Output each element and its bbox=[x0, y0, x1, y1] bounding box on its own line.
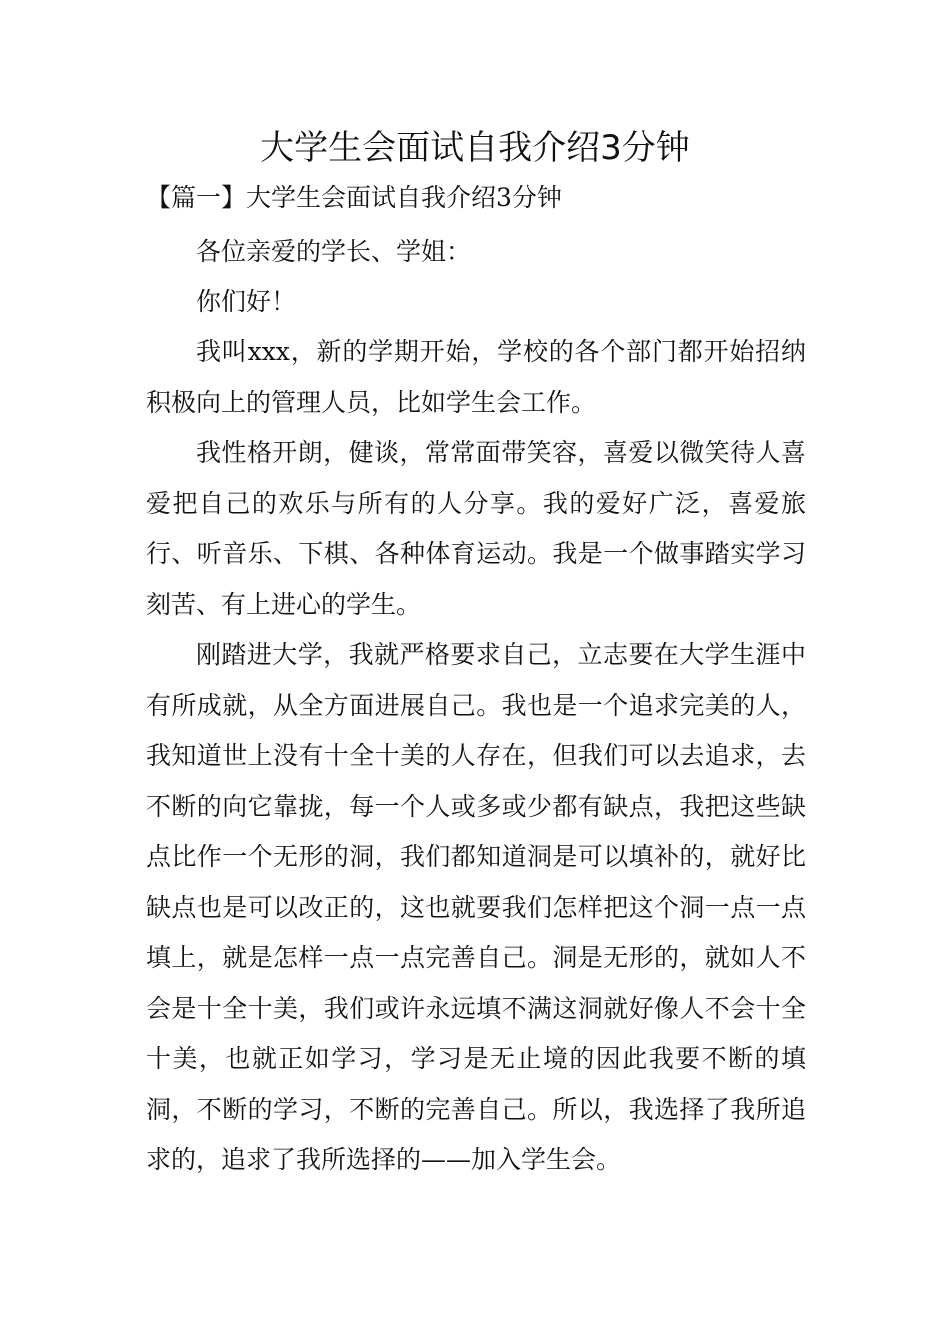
greeting-paragraph: 各位亲爱的学长、学姐： bbox=[196, 237, 472, 266]
goals-paragraph: 刚踏进大学，我就严格要求自己，立志要在大学生涯中有所成就，从全方面进展自己。我也是一个追求完美的人，我知道世上没有十全十美的人存在，但我们可以去追求，去不断的向它靠拢，每一个人或多或少都有缺点，我把这些缺点比作一个无形的洞，我们都知道洞是可以填补的，就好比缺点也是可以改正的，这也就要我们怎样把这个洞一点一点填上，就是怎样一点一点完善自己。洞是无形的，就如人不会是十全十美，我们或许永远填不满这洞就好像人不会十全十美，也就正如学习，学习是无止境的因此我要不断的填洞，不断的学习，不断的完善自己。所以，我选择了我所追求的，追求了我所选择的——加入学生会。 bbox=[146, 640, 806, 1174]
intro-paragraph: 我叫xxx，新的学期开始，学校的各个部门都开始招纳积极向上的管理人员，比如学生会工作。 bbox=[146, 337, 806, 417]
document-title: 大学生会面试自我介绍3分钟 bbox=[260, 128, 690, 168]
personality-paragraph: 我性格开朗，健谈，常常面带笑容，喜爱以微笑待人喜爱把自己的欢乐与所有的人分享。我的爱好广泛，喜爱旅行、听音乐、下棋、各种体育运动。我是一个做事踏实学习刻苦、有上进心的学生。 bbox=[146, 438, 806, 619]
section-heading: 【篇一】大学生会面试自我介绍3分钟 bbox=[146, 183, 562, 212]
hello-paragraph: 你们好！ bbox=[196, 287, 297, 316]
